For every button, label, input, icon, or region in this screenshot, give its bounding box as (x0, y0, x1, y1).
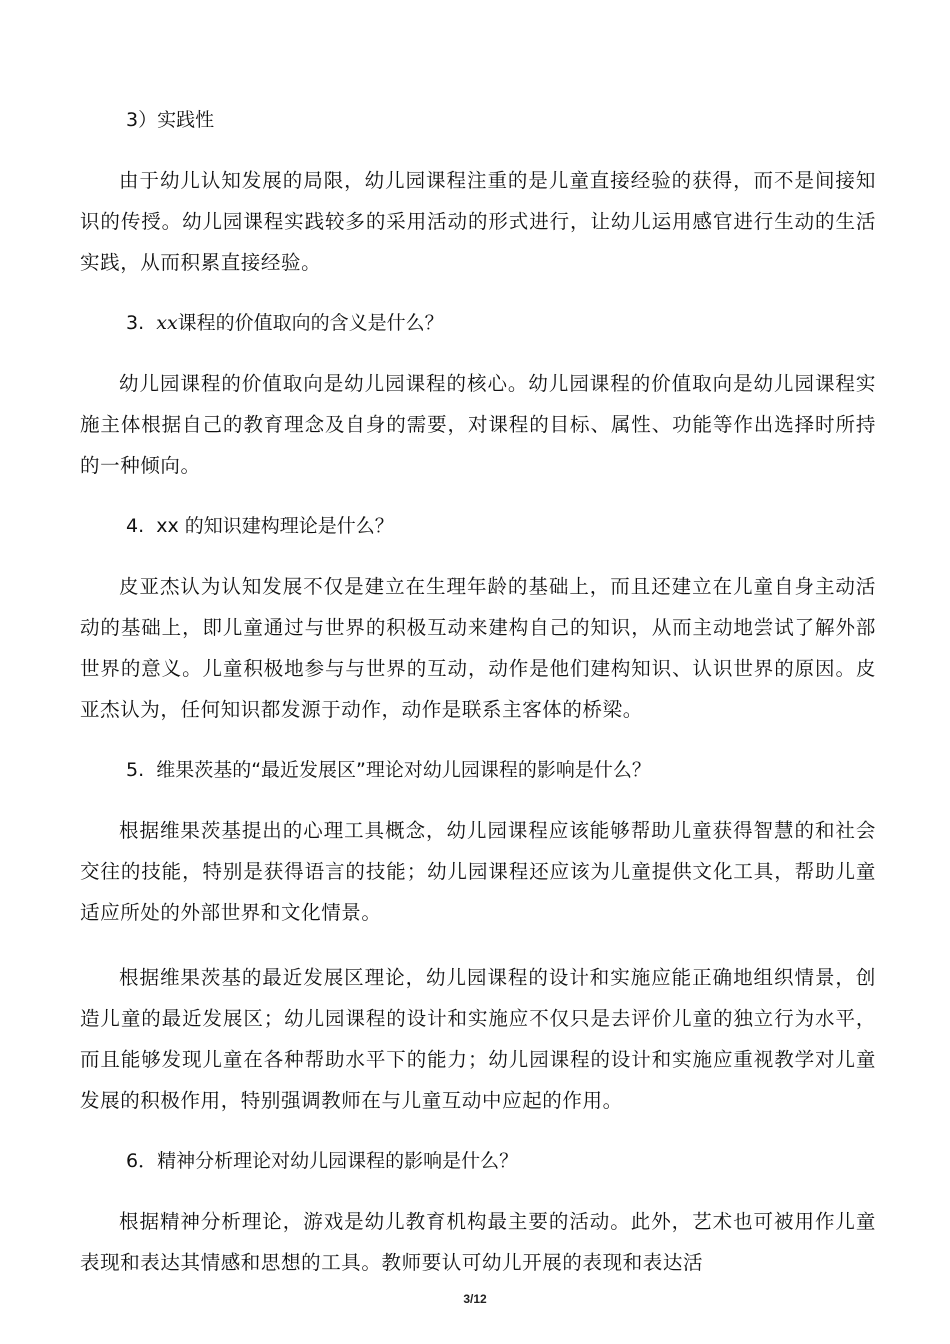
paragraph: 根据维果茨基提出的心理工具概念，幼儿园课程应该能够帮助儿童获得智慧的和社会交往的技能，特别是获得语言的技能；幼儿园课程还应该为儿童提供文化工具，帮助儿童适应所处的外部世界和文化情景。 (80, 819, 876, 924)
section-heading-psychoanalysis: 6．精神分析理论对幼儿园课程的影响是什么？ (126, 1150, 519, 1172)
paragraph: 皮亚杰认为认知发展不仅是建立在生理年龄的基础上，而且还建立在儿童自身主动活动的基础上，即儿童通过与世界的积极互动来建构自己的知识，从而主动地尝试了解外部世界的意义。儿童积极地参与与世界的互动，动作是他们建构知识、认识世界的原因。皮亚杰认为，任何知识都发源于动作，动作是联系主客体的桥梁。 (80, 575, 876, 721)
paragraph: 由于幼儿认知发展的局限，幼儿园课程注重的是儿童直接经验的获得，而不是间接知识的传授。幼儿园课程实践较多的采用活动的形式进行，让幼儿运用感官进行生动的生活实践，从而积累直接经验。 (80, 169, 876, 274)
heading-placeholder-xx: xx (156, 312, 178, 334)
paragraph: 根据维果茨基的最近发展区理论，幼儿园课程的设计和实施应能正确地组织情景，创造儿童的最近发展区；幼儿园课程的设计和实施应不仅只是去评价儿童的独立行为水平，而且能够发现儿童在各种帮助水平下的能力；幼儿园课程的设计和实施应重视教学对儿童发展的积极作用，特别强调教师在与儿童互动中应起的作用。 (80, 966, 876, 1112)
heading-number: 3. (126, 312, 145, 334)
heading-text: 课程的价值取向的含义是什么？ (177, 312, 444, 334)
section-heading-practicality: 3）实践性 (126, 109, 215, 131)
document-body (80, 104, 876, 1307)
page-number: 3/12 (463, 1292, 487, 1306)
paragraph: 幼儿园课程的价值取向是幼儿园课程的核心。幼儿园课程的价值取向是幼儿园课程实施主体根据自己的教育理念及自身的需要，对课程的目标、属性、功能等作出选择时所持的一种倾向。 (80, 372, 876, 477)
section-heading-value-orientation (80, 307, 876, 339)
paragraph: 根据精神分析理论，游戏是幼儿教育机构最主要的活动。此外，艺术也可被用作儿童表现和表达其情感和思想的工具。教师要认可幼儿开展的表现和表达活 (80, 1210, 876, 1274)
section-heading-knowledge-construction: 4. xx 的知识建构理论是什么？ (126, 515, 394, 537)
section-heading-vygotsky-zpd: 5. 维果茨基的“最近发展区”理论对幼儿园课程的影响是什么？ (126, 759, 651, 781)
